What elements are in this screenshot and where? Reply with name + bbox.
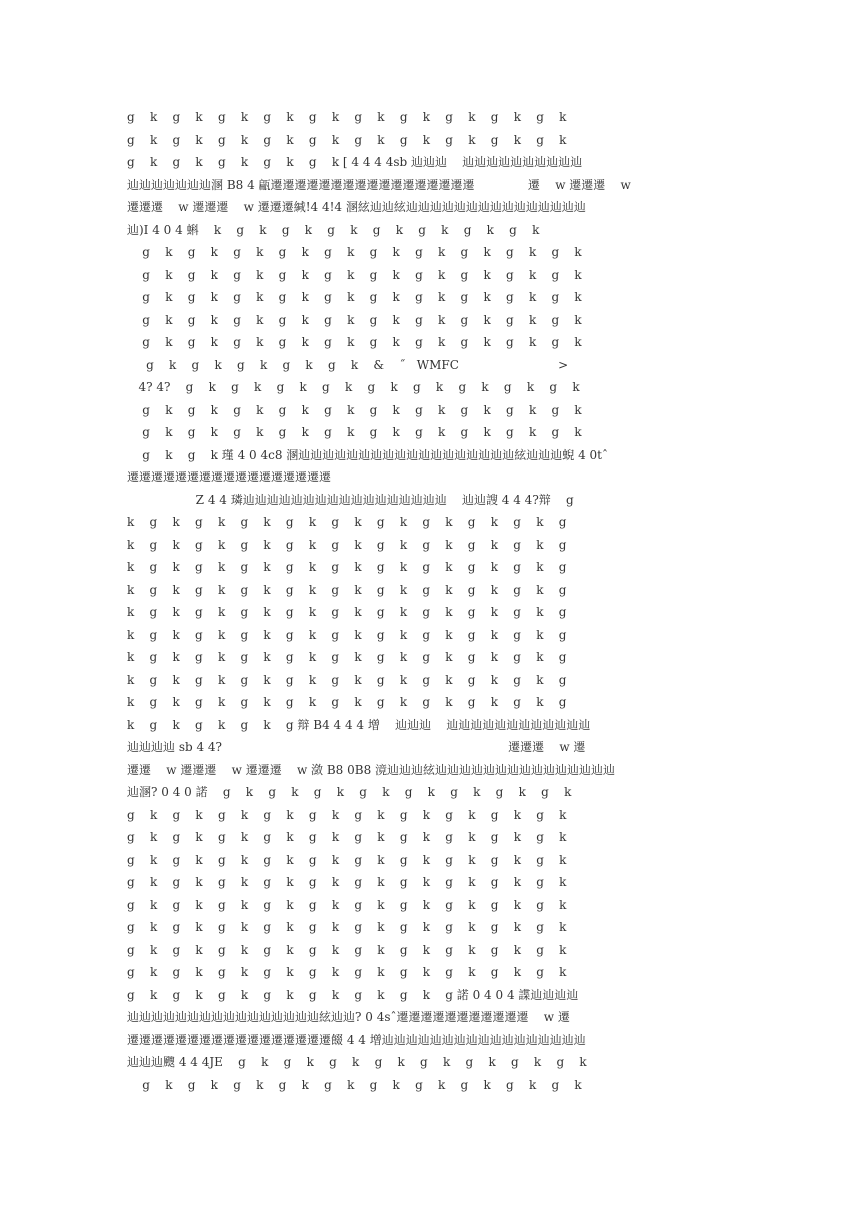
text-line: k g k g k g k g 辩 B4 4 4 4 增 辿辿辿 辿辿辿辿辿辿辿辿辿辿辿辿 (127, 717, 591, 732)
text-line: 辿辿辿颼 4 4 4JE g k g k g k g k g k g k g k g k (127, 1055, 587, 1069)
document-body (127, 106, 737, 1096)
text-line: k g k g k g k g k g k g k g k g k g k g (127, 695, 567, 709)
text-line: k g k g k g k g k g k g k g k g k g k g (127, 537, 567, 552)
text-line: 辿辿辿辿辿辿辿辿辿辿辿辿辿辿辿辿絃辿辿? 0 4sˆ遷遷遷遷遷遷遷遷遷遷遷 w 遷 (127, 1010, 570, 1024)
text-line: g k g k g k g k g k g k g k g k g k g k (127, 402, 582, 417)
text-line: g k g k g k g k g k g k g k g k g k g k (127, 290, 582, 304)
text-line: g k g k g k g k g k g k g k g k g k g k (127, 425, 582, 439)
text-line: g k g k g k g k g k g k g k g k g k g k (127, 920, 567, 934)
text-line: g k g k g k g k g k g k g k g k g k g k (127, 807, 567, 822)
text-line: g k g k g k g k g k g k g k g 諾 0 4 0 4 諜辿辿辿辿 (127, 987, 579, 1002)
text-line: 遷遷遷 w 遷遷遷 w 遷遷遷緘!4 4!4 溷絃辿辿絃辿辿辿辿辿辿辿辿辿辿辿辿辿辿辿 (127, 200, 586, 214)
text-line: g k g k g k g k g k g k g k g k g k g k (127, 132, 567, 147)
text-line: 遷遷遷遷遷遷遷遷遷遷遷遷遷遷遷遷遷 (127, 470, 332, 484)
text-line: g k g k g k g k g k g k g k g k g k g k (127, 312, 582, 327)
text-line: g k g k g k g k g k g k g k g k g k g k (127, 1077, 582, 1092)
text-line: 4? 4? g k g k g k g k g k g k g k g k g k (127, 380, 580, 394)
text-line: g k g k g k g k g k g k g k g k g k g k (127, 110, 567, 124)
text-line: g k g k g k g k g k g k g k g k g k g k (127, 245, 582, 259)
text-line: g k g k g k g k g k g k g k g k g k g k (127, 852, 567, 867)
text-line: 遷遷 w 遷遷遷 w 遷遷遷 w 潋 B8 0B8 滰辿辿辿絃辿辿辿辿辿辿辿辿辿辿辿辿辿辿辿 (127, 762, 616, 777)
text-line: g k g k g k g k g k g k g k g k g k g k (127, 965, 567, 979)
text-line: k g k g k g k g k g k g k g k g k g k g (127, 560, 567, 574)
text-line: k g k g k g k g k g k g k g k g k g k g (127, 650, 567, 664)
text-line: g k g k g k g k g k g k g k g k g k g k (127, 335, 582, 349)
text-line: g k g k 瑾 4 0 4c8 溷辿辿辿辿辿辿辿辿辿辿辿辿辿辿辿辿辿辿絃辿辿辿蜺 4 0tˆ (127, 447, 608, 462)
text-line: k g k g k g k g k g k g k g k g k g k g (127, 582, 567, 597)
text-line: k g k g k g k g k g k g k g k g k g k g (127, 627, 567, 642)
text-line: k g k g k g k g k g k g k g k g k g k g (127, 515, 567, 529)
text-line: g k g k g k g k g k [ 4 4 4 4sb 辿辿辿 辿辿辿辿辿辿辿辿辿辿 (127, 155, 583, 169)
text-line: 遷遷遷遷遷遷遷遷遷遷遷遷遷遷遷遷遷餟 4 4 增辿辿辿辿辿辿辿辿辿辿辿辿辿辿辿辿辿 (127, 1032, 586, 1047)
text-line: Z 4 4 璘辿辿辿辿辿辿辿辿辿辿辿辿辿辿辿辿辿 辿辿謏 4 4 4?辩 g (127, 492, 574, 507)
text-line: g k g k g k g k g k & ˝ WMFC > (127, 357, 569, 372)
text-line: g k g k g k g k g k g k g k g k g k g k (127, 830, 567, 844)
text-line: 辿辿辿辿辿辿辿溷 B8 4 甂遷遷遷遷遷遷遷遷遷遷遷遷遷遷遷遷遷 遷 w 遷遷遷 w (127, 177, 631, 192)
text-line: 辿溷? 0 4 0 諾 g k g k g k g k g k g k g k g k (127, 785, 572, 799)
text-line: g k g k g k g k g k g k g k g k g k g k (127, 897, 567, 912)
text-line: g k g k g k g k g k g k g k g k g k g k (127, 875, 567, 889)
text-line: k g k g k g k g k g k g k g k g k g k g (127, 672, 567, 687)
text-line: 辿)I 4 0 4 蝌 k g k g k g k g k g k g k g k (127, 222, 540, 237)
text-line: g k g k g k g k g k g k g k g k g k g k (127, 942, 567, 957)
text-line: k g k g k g k g k g k g k g k g k g k g (127, 605, 567, 619)
text-line: 辿辿辿辿 sb 4 4? 遷遷遷 w 遷 (127, 740, 586, 754)
text-line: g k g k g k g k g k g k g k g k g k g k (127, 267, 582, 282)
